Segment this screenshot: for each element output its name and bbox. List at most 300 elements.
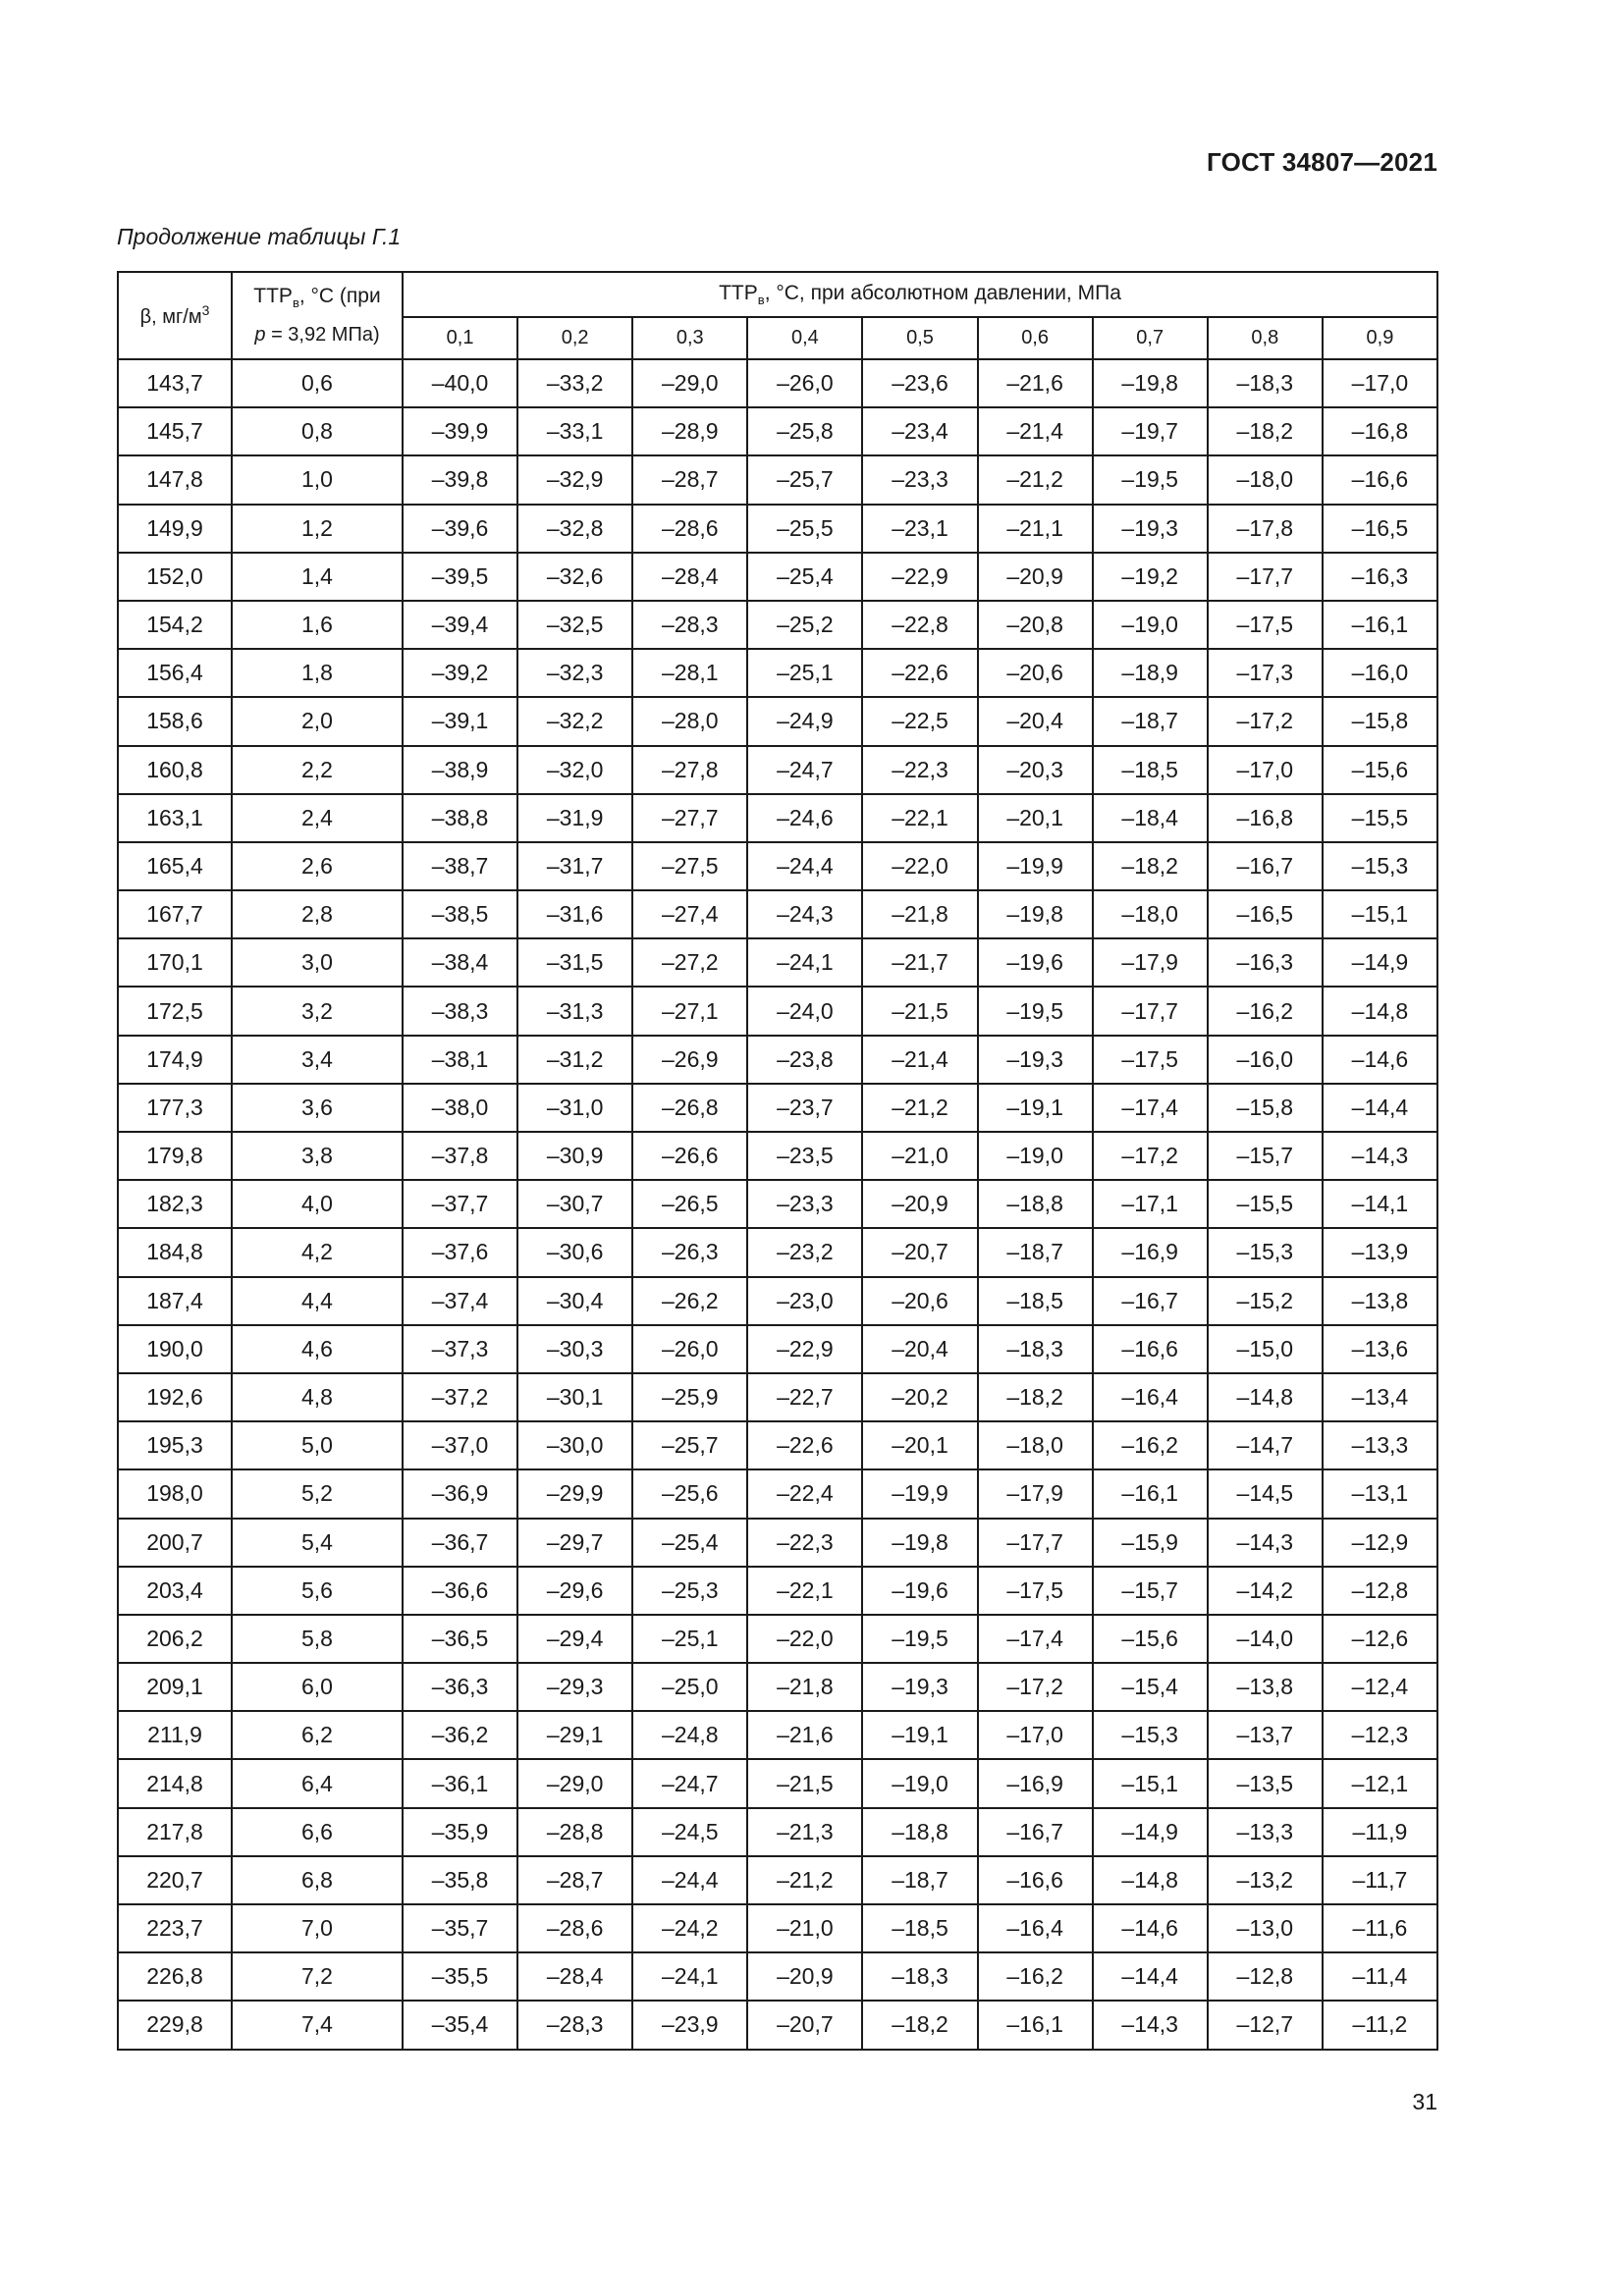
- ttr-392-cell: 0,8: [232, 407, 403, 455]
- hydrate-temperature-table: [117, 271, 1438, 2051]
- ttr-pressure-cell: –20,1: [978, 794, 1093, 842]
- ttr-pressure-cell: –16,0: [1208, 1036, 1323, 1084]
- ttr-pressure-cell: –12,3: [1323, 1711, 1437, 1759]
- ttr-pressure-cell: –16,5: [1208, 890, 1323, 938]
- ttr-pressure-cell: –22,0: [862, 842, 977, 890]
- ttr-pressure-cell: –35,8: [403, 1856, 517, 1904]
- ttr-pressure-cell: –17,4: [1093, 1084, 1208, 1132]
- ttr-pressure-cell: –25,4: [632, 1519, 747, 1567]
- ttr-pressure-cell: –20,9: [862, 1180, 977, 1228]
- beta-cell: 149,9: [118, 505, 232, 553]
- ttr-pressure-cell: –11,7: [1323, 1856, 1437, 1904]
- col-group-header-pressure: [403, 272, 1437, 317]
- ttr-pressure-cell: –15,4: [1093, 1663, 1208, 1711]
- ttr-pressure-cell: –28,9: [632, 407, 747, 455]
- ttr-pressure-cell: –28,1: [632, 649, 747, 697]
- ttr-pressure-cell: –19,8: [1093, 359, 1208, 407]
- ttr-pressure-cell: –16,0: [1323, 649, 1437, 697]
- table-row: [118, 1325, 1437, 1373]
- table-row: [118, 649, 1437, 697]
- ttr-392-cell: 6,6: [232, 1808, 403, 1856]
- ttr-pressure-cell: –11,9: [1323, 1808, 1437, 1856]
- ttr-pressure-cell: –14,2: [1208, 1567, 1323, 1615]
- ttr-pressure-cell: –37,8: [403, 1132, 517, 1180]
- ttr-pressure-cell: –13,8: [1208, 1663, 1323, 1711]
- ttr-pressure-cell: –14,8: [1093, 1856, 1208, 1904]
- ttr-pressure-cell: –16,5: [1323, 505, 1437, 553]
- ttr-pressure-cell: –15,8: [1323, 697, 1437, 745]
- table-row: [118, 987, 1437, 1035]
- beta-cell: 206,2: [118, 1615, 232, 1663]
- ttr-pressure-cell: –16,6: [978, 1856, 1093, 1904]
- ttr-pressure-cell: –15,9: [1093, 1519, 1208, 1567]
- ttr-pressure-cell: –16,7: [978, 1808, 1093, 1856]
- pressure-header-cell: 0,5: [862, 317, 977, 359]
- ttr-pressure-cell: –17,2: [978, 1663, 1093, 1711]
- table-row: [118, 359, 1437, 407]
- ttr-pressure-cell: –18,3: [1208, 359, 1323, 407]
- beta-cell: 198,0: [118, 1469, 232, 1518]
- ttr-pressure-cell: –32,3: [517, 649, 632, 697]
- ttr-pressure-cell: –16,1: [1093, 1469, 1208, 1518]
- ttr-pressure-cell: –31,9: [517, 794, 632, 842]
- beta-cell: 211,9: [118, 1711, 232, 1759]
- ttr-pressure-cell: –13,6: [1323, 1325, 1437, 1373]
- ttr-392-cell: 3,6: [232, 1084, 403, 1132]
- ttr-pressure-cell: –32,5: [517, 601, 632, 649]
- ttr-pressure-cell: –22,7: [747, 1373, 862, 1421]
- ttr-pressure-cell: –25,5: [747, 505, 862, 553]
- ttr-pressure-cell: –15,1: [1093, 1759, 1208, 1807]
- ttr-392-cell: 3,0: [232, 938, 403, 987]
- ttr-pressure-cell: –20,7: [747, 2001, 862, 2049]
- pressure-header-cell: 0,8: [1208, 317, 1323, 359]
- ttr-pressure-cell: –14,1: [1323, 1180, 1437, 1228]
- ttr-pressure-cell: –23,7: [747, 1084, 862, 1132]
- ttr-392-cell: 2,4: [232, 794, 403, 842]
- ttr-pressure-cell: –16,2: [1093, 1421, 1208, 1469]
- pressure-header-cell: 0,7: [1093, 317, 1208, 359]
- ttr-pressure-cell: –16,4: [1093, 1373, 1208, 1421]
- ttr-392-cell: 5,8: [232, 1615, 403, 1663]
- ttr-pressure-cell: –37,7: [403, 1180, 517, 1228]
- ttr-pressure-cell: –23,8: [747, 1036, 862, 1084]
- ttr-pressure-cell: –19,0: [862, 1759, 977, 1807]
- ttr-pressure-cell: –16,1: [978, 2001, 1093, 2049]
- ttr-pressure-cell: –16,2: [978, 1952, 1093, 2001]
- ttr-pressure-cell: –20,3: [978, 746, 1093, 794]
- ttr-pressure-cell: –19,3: [978, 1036, 1093, 1084]
- ttr-pressure-cell: –25,3: [632, 1567, 747, 1615]
- ttr-pressure-cell: –18,5: [978, 1277, 1093, 1325]
- ttr-pressure-cell: –17,5: [1208, 601, 1323, 649]
- ttr-pressure-cell: –21,8: [747, 1663, 862, 1711]
- ttr-pressure-cell: –13,8: [1323, 1277, 1437, 1325]
- ttr-pressure-cell: –19,2: [1093, 553, 1208, 601]
- ttr-pressure-cell: –20,6: [978, 649, 1093, 697]
- ttr-pressure-cell: –19,8: [978, 890, 1093, 938]
- ttr-pressure-cell: –23,4: [862, 407, 977, 455]
- ttr-pressure-cell: –18,8: [862, 1808, 977, 1856]
- ttr-pressure-cell: –22,1: [747, 1567, 862, 1615]
- table-row: [118, 1084, 1437, 1132]
- ttr-pressure-cell: –27,8: [632, 746, 747, 794]
- table-row: [118, 1904, 1437, 1952]
- ttr-pressure-cell: –24,5: [632, 1808, 747, 1856]
- ttr-pressure-cell: –16,8: [1323, 407, 1437, 455]
- ttr-pressure-cell: –17,3: [1208, 649, 1323, 697]
- ttr-pressure-cell: –40,0: [403, 359, 517, 407]
- pressure-header-cell: 0,2: [517, 317, 632, 359]
- ttr-pressure-cell: –18,4: [1093, 794, 1208, 842]
- ttr-pressure-cell: –17,7: [978, 1519, 1093, 1567]
- ttr-pressure-cell: –37,3: [403, 1325, 517, 1373]
- ttr-pressure-cell: –38,7: [403, 842, 517, 890]
- table-row: [118, 938, 1437, 987]
- beta-cell: 174,9: [118, 1036, 232, 1084]
- ttr-pressure-cell: –18,0: [1093, 890, 1208, 938]
- ttr-pressure-cell: –20,9: [747, 1952, 862, 2001]
- ttr-pressure-cell: –29,7: [517, 1519, 632, 1567]
- group-header-sub: в: [757, 293, 765, 307]
- ttr-pressure-cell: –38,8: [403, 794, 517, 842]
- ttr-pressure-cell: –26,5: [632, 1180, 747, 1228]
- ttr-pressure-cell: –15,6: [1323, 746, 1437, 794]
- ttr-pressure-cell: –32,6: [517, 553, 632, 601]
- ttr-pressure-cell: –19,5: [862, 1615, 977, 1663]
- table-row: [118, 1711, 1437, 1759]
- ttr-pressure-cell: –15,8: [1208, 1084, 1323, 1132]
- ttr-pressure-cell: –28,3: [517, 2001, 632, 2049]
- ttr-pressure-cell: –19,8: [862, 1519, 977, 1567]
- ttr-pressure-cell: –36,9: [403, 1469, 517, 1518]
- ttr-pressure-cell: –11,4: [1323, 1952, 1437, 2001]
- ttr-pressure-cell: –15,3: [1208, 1228, 1323, 1276]
- ttr-pressure-cell: –25,7: [632, 1421, 747, 1469]
- ttr-pressure-cell: –29,0: [632, 359, 747, 407]
- ttr-pressure-cell: –32,8: [517, 505, 632, 553]
- ttr-pressure-cell: –12,9: [1323, 1519, 1437, 1567]
- ttr-pressure-cell: –19,1: [978, 1084, 1093, 1132]
- ttr-392-cell: 1,4: [232, 553, 403, 601]
- ttr-392-cell: 1,6: [232, 601, 403, 649]
- ttr-pressure-cell: –19,3: [1093, 505, 1208, 553]
- ttr-392-cell: 0,6: [232, 359, 403, 407]
- ttr-392-cell: 1,2: [232, 505, 403, 553]
- ttr-pressure-cell: –17,9: [1093, 938, 1208, 987]
- ttr-pressure-cell: –26,9: [632, 1036, 747, 1084]
- ttr-pressure-cell: –18,5: [1093, 746, 1208, 794]
- ttr-pressure-cell: –32,0: [517, 746, 632, 794]
- ttr-pressure-cell: –22,9: [747, 1325, 862, 1373]
- ttr-pressure-cell: –15,1: [1323, 890, 1437, 938]
- ttr-pressure-cell: –14,3: [1208, 1519, 1323, 1567]
- ttr-pressure-cell: –28,7: [632, 455, 747, 504]
- ttr-pressure-cell: –15,0: [1208, 1325, 1323, 1373]
- ttr-pressure-cell: –15,5: [1323, 794, 1437, 842]
- ttr-pressure-cell: –17,4: [978, 1615, 1093, 1663]
- ttr-pressure-cell: –28,4: [632, 553, 747, 601]
- ttr-pressure-cell: –20,8: [978, 601, 1093, 649]
- beta-cell: 187,4: [118, 1277, 232, 1325]
- ttr-pressure-cell: –16,6: [1323, 455, 1437, 504]
- ttr-pressure-cell: –13,4: [1323, 1373, 1437, 1421]
- ttr-pressure-cell: –38,4: [403, 938, 517, 987]
- table-row: [118, 1373, 1437, 1421]
- ttr-pressure-cell: –30,9: [517, 1132, 632, 1180]
- ttr-pressure-cell: –29,6: [517, 1567, 632, 1615]
- ttr-pressure-cell: –17,5: [1093, 1036, 1208, 1084]
- table-row: [118, 1132, 1437, 1180]
- ttr-pressure-cell: –16,7: [1093, 1277, 1208, 1325]
- beta-cell: 143,7: [118, 359, 232, 407]
- ttr-pressure-cell: –16,7: [1208, 842, 1323, 890]
- ttr-pressure-cell: –17,5: [978, 1567, 1093, 1615]
- ttr-pressure-cell: –12,7: [1208, 2001, 1323, 2049]
- beta-cell: 152,0: [118, 553, 232, 601]
- ttr-pressure-cell: –39,2: [403, 649, 517, 697]
- ttr-pressure-cell: –23,3: [747, 1180, 862, 1228]
- ttr-pressure-cell: –14,5: [1208, 1469, 1323, 1518]
- beta-cell: 195,3: [118, 1421, 232, 1469]
- ttr-pressure-cell: –22,1: [862, 794, 977, 842]
- ttr-pressure-cell: –28,4: [517, 1952, 632, 2001]
- ttr-pressure-cell: –35,7: [403, 1904, 517, 1952]
- ttr-pressure-cell: –38,3: [403, 987, 517, 1035]
- ttr-392-cell: 6,8: [232, 1856, 403, 1904]
- ttr-pressure-cell: –16,8: [1208, 794, 1323, 842]
- ttr-pressure-cell: –16,3: [1323, 553, 1437, 601]
- ttr-pressure-cell: –38,9: [403, 746, 517, 794]
- ttr-pressure-cell: –12,4: [1323, 1663, 1437, 1711]
- ttr-pressure-cell: –14,6: [1093, 1904, 1208, 1952]
- beta-cell: 177,3: [118, 1084, 232, 1132]
- ttr-pressure-cell: –22,3: [747, 1519, 862, 1567]
- ttr-392-cell: 6,0: [232, 1663, 403, 1711]
- ttr-pressure-cell: –23,5: [747, 1132, 862, 1180]
- ttr-pressure-cell: –25,2: [747, 601, 862, 649]
- ttr-pressure-cell: –22,0: [747, 1615, 862, 1663]
- pressure-header-cell: 0,9: [1323, 317, 1437, 359]
- ttr-pressure-cell: –16,3: [1208, 938, 1323, 987]
- ttr-pressure-cell: –18,2: [862, 2001, 977, 2049]
- table-row: [118, 1421, 1437, 1469]
- ttr-pressure-cell: –21,3: [747, 1808, 862, 1856]
- ttr-pressure-cell: –39,6: [403, 505, 517, 553]
- pressure-header-cell: 0,1: [403, 317, 517, 359]
- ttr-pressure-cell: –37,4: [403, 1277, 517, 1325]
- table-row: [118, 2001, 1437, 2049]
- ttr-392-cell: 6,2: [232, 1711, 403, 1759]
- ttr-pressure-cell: –13,7: [1208, 1711, 1323, 1759]
- beta-cell: 209,1: [118, 1663, 232, 1711]
- ttr-pressure-cell: –25,9: [632, 1373, 747, 1421]
- ttr-pressure-cell: –22,6: [747, 1421, 862, 1469]
- ttr-pressure-cell: –19,9: [978, 842, 1093, 890]
- table-row: [118, 505, 1437, 553]
- ttr-pressure-cell: –33,2: [517, 359, 632, 407]
- ttr-pressure-cell: –27,1: [632, 987, 747, 1035]
- ttr-pressure-cell: –19,9: [862, 1469, 977, 1518]
- table-header: [118, 272, 1437, 359]
- ttr-pressure-cell: –25,1: [632, 1615, 747, 1663]
- table-row: [118, 1519, 1437, 1567]
- ttr-pressure-cell: –28,7: [517, 1856, 632, 1904]
- ttr-pressure-cell: –17,2: [1208, 697, 1323, 745]
- beta-cell: 179,8: [118, 1132, 232, 1180]
- table-row: [118, 553, 1437, 601]
- ttr-392-cell: 4,2: [232, 1228, 403, 1276]
- table-row: [118, 455, 1437, 504]
- ttr-pressure-cell: –16,9: [1093, 1228, 1208, 1276]
- ttr-pressure-cell: –18,7: [1093, 697, 1208, 745]
- ttr-pressure-cell: –17,9: [978, 1469, 1093, 1518]
- ttr-pressure-cell: –21,0: [862, 1132, 977, 1180]
- ttr-pressure-cell: –20,6: [862, 1277, 977, 1325]
- ttr-pressure-cell: –16,2: [1208, 987, 1323, 1035]
- ttr-pressure-cell: –26,2: [632, 1277, 747, 1325]
- ttr-pressure-cell: –29,9: [517, 1469, 632, 1518]
- ttr-pressure-cell: –20,2: [862, 1373, 977, 1421]
- ttr-392-cell: 7,4: [232, 2001, 403, 2049]
- ttr-pressure-cell: –39,9: [403, 407, 517, 455]
- ttr-pressure-cell: –26,3: [632, 1228, 747, 1276]
- ttr-pressure-cell: –14,3: [1323, 1132, 1437, 1180]
- ttr-392-cell: 2,8: [232, 890, 403, 938]
- ttr-pressure-cell: –37,0: [403, 1421, 517, 1469]
- ttr-pressure-cell: –27,5: [632, 842, 747, 890]
- table-row: [118, 1036, 1437, 1084]
- beta-cell: 217,8: [118, 1808, 232, 1856]
- beta-cell: 220,7: [118, 1856, 232, 1904]
- table-row: [118, 842, 1437, 890]
- ttr-pressure-cell: –24,1: [632, 1952, 747, 2001]
- ttr-pressure-cell: –14,4: [1093, 1952, 1208, 2001]
- ttr-392-cell: 5,2: [232, 1469, 403, 1518]
- ttr-pressure-cell: –12,1: [1323, 1759, 1437, 1807]
- ttr-pressure-cell: –30,4: [517, 1277, 632, 1325]
- ttr-pressure-cell: –15,3: [1323, 842, 1437, 890]
- beta-cell: 170,1: [118, 938, 232, 987]
- ttr-pressure-cell: –25,1: [747, 649, 862, 697]
- table-row: [118, 1759, 1437, 1807]
- ttr-pressure-cell: –15,6: [1093, 1615, 1208, 1663]
- ttr-pressure-cell: –17,1: [1093, 1180, 1208, 1228]
- ttr-pressure-cell: –13,2: [1208, 1856, 1323, 1904]
- table-row: [118, 1856, 1437, 1904]
- table-row: [118, 601, 1437, 649]
- beta-cell: 223,7: [118, 1904, 232, 1952]
- ttr-392-cell: 3,2: [232, 987, 403, 1035]
- beta-cell: 167,7: [118, 890, 232, 938]
- ttr-pressure-cell: –36,2: [403, 1711, 517, 1759]
- table-row: [118, 1180, 1437, 1228]
- ttr-pressure-cell: –36,6: [403, 1567, 517, 1615]
- ttr-pressure-cell: –18,9: [1093, 649, 1208, 697]
- ttr-pressure-cell: –26,0: [747, 359, 862, 407]
- ttr-pressure-cell: –31,0: [517, 1084, 632, 1132]
- ttr-pressure-cell: –18,2: [1208, 407, 1323, 455]
- ttr-pressure-cell: –24,6: [747, 794, 862, 842]
- beta-cell: 158,6: [118, 697, 232, 745]
- ttr-pressure-cell: –20,7: [862, 1228, 977, 1276]
- ttr-pressure-cell: –28,8: [517, 1808, 632, 1856]
- ttr-pressure-cell: –30,7: [517, 1180, 632, 1228]
- ttr-pressure-cell: –20,9: [978, 553, 1093, 601]
- ttr-pressure-cell: –27,2: [632, 938, 747, 987]
- ttr-pressure-cell: –25,8: [747, 407, 862, 455]
- ttr-pressure-cell: –14,0: [1208, 1615, 1323, 1663]
- ttr-pressure-cell: –14,8: [1208, 1373, 1323, 1421]
- ttr-pressure-cell: –25,4: [747, 553, 862, 601]
- beta-cell: 226,8: [118, 1952, 232, 2001]
- ttr-pressure-cell: –18,7: [862, 1856, 977, 1904]
- ttr-pressure-cell: –18,8: [978, 1180, 1093, 1228]
- ttr-392-cell: 3,4: [232, 1036, 403, 1084]
- ttr-pressure-cell: –18,2: [1093, 842, 1208, 890]
- ttr-pressure-cell: –19,6: [978, 938, 1093, 987]
- ttr-pressure-cell: –16,9: [978, 1759, 1093, 1807]
- ttr-pressure-cell: –21,6: [978, 359, 1093, 407]
- ttr-pressure-cell: –17,7: [1208, 553, 1323, 601]
- ttr-392-cell: 5,4: [232, 1519, 403, 1567]
- ttr-pressure-cell: –18,3: [862, 1952, 977, 2001]
- table-row: [118, 407, 1437, 455]
- ttr-pressure-cell: –36,1: [403, 1759, 517, 1807]
- ttr-pressure-cell: –23,0: [747, 1277, 862, 1325]
- ttr-pressure-cell: –14,7: [1208, 1421, 1323, 1469]
- col-header-ttr-392: [232, 272, 403, 359]
- ttr-pressure-cell: –28,6: [632, 505, 747, 553]
- ttr-pressure-cell: –20,4: [978, 697, 1093, 745]
- ttr-pressure-cell: –29,1: [517, 1711, 632, 1759]
- ttr-pressure-cell: –36,5: [403, 1615, 517, 1663]
- beta-cell: 165,4: [118, 842, 232, 890]
- ttr-pressure-cell: –18,5: [862, 1904, 977, 1952]
- col-header-ttr-var: p: [254, 324, 266, 346]
- beta-cell: 172,5: [118, 987, 232, 1035]
- page-number: 31: [1412, 2089, 1437, 2114]
- ttr-pressure-cell: –14,3: [1093, 2001, 1208, 2049]
- ttr-pressure-cell: –30,6: [517, 1228, 632, 1276]
- ttr-pressure-cell: –38,5: [403, 890, 517, 938]
- ttr-pressure-cell: –36,7: [403, 1519, 517, 1567]
- ttr-pressure-cell: –18,2: [978, 1373, 1093, 1421]
- ttr-pressure-cell: –24,1: [747, 938, 862, 987]
- ttr-pressure-cell: –12,8: [1208, 1952, 1323, 2001]
- ttr-pressure-cell: –28,0: [632, 697, 747, 745]
- ttr-392-cell: 4,8: [232, 1373, 403, 1421]
- ttr-pressure-cell: –16,6: [1093, 1325, 1208, 1373]
- ttr-392-cell: 2,2: [232, 746, 403, 794]
- ttr-pressure-cell: –25,7: [747, 455, 862, 504]
- ttr-pressure-cell: –14,8: [1323, 987, 1437, 1035]
- table-row: [118, 1808, 1437, 1856]
- ttr-pressure-cell: –23,6: [862, 359, 977, 407]
- ttr-pressure-cell: –30,1: [517, 1373, 632, 1421]
- ttr-pressure-cell: –24,7: [632, 1759, 747, 1807]
- ttr-pressure-cell: –32,2: [517, 697, 632, 745]
- ttr-pressure-cell: –20,4: [862, 1325, 977, 1373]
- ttr-pressure-cell: –18,7: [978, 1228, 1093, 1276]
- ttr-pressure-cell: –15,7: [1208, 1132, 1323, 1180]
- ttr-pressure-cell: –26,0: [632, 1325, 747, 1373]
- ttr-pressure-cell: –17,0: [1323, 359, 1437, 407]
- beta-cell: 200,7: [118, 1519, 232, 1567]
- ttr-pressure-cell: –36,3: [403, 1663, 517, 1711]
- ttr-pressure-cell: –27,4: [632, 890, 747, 938]
- ttr-392-cell: 2,0: [232, 697, 403, 745]
